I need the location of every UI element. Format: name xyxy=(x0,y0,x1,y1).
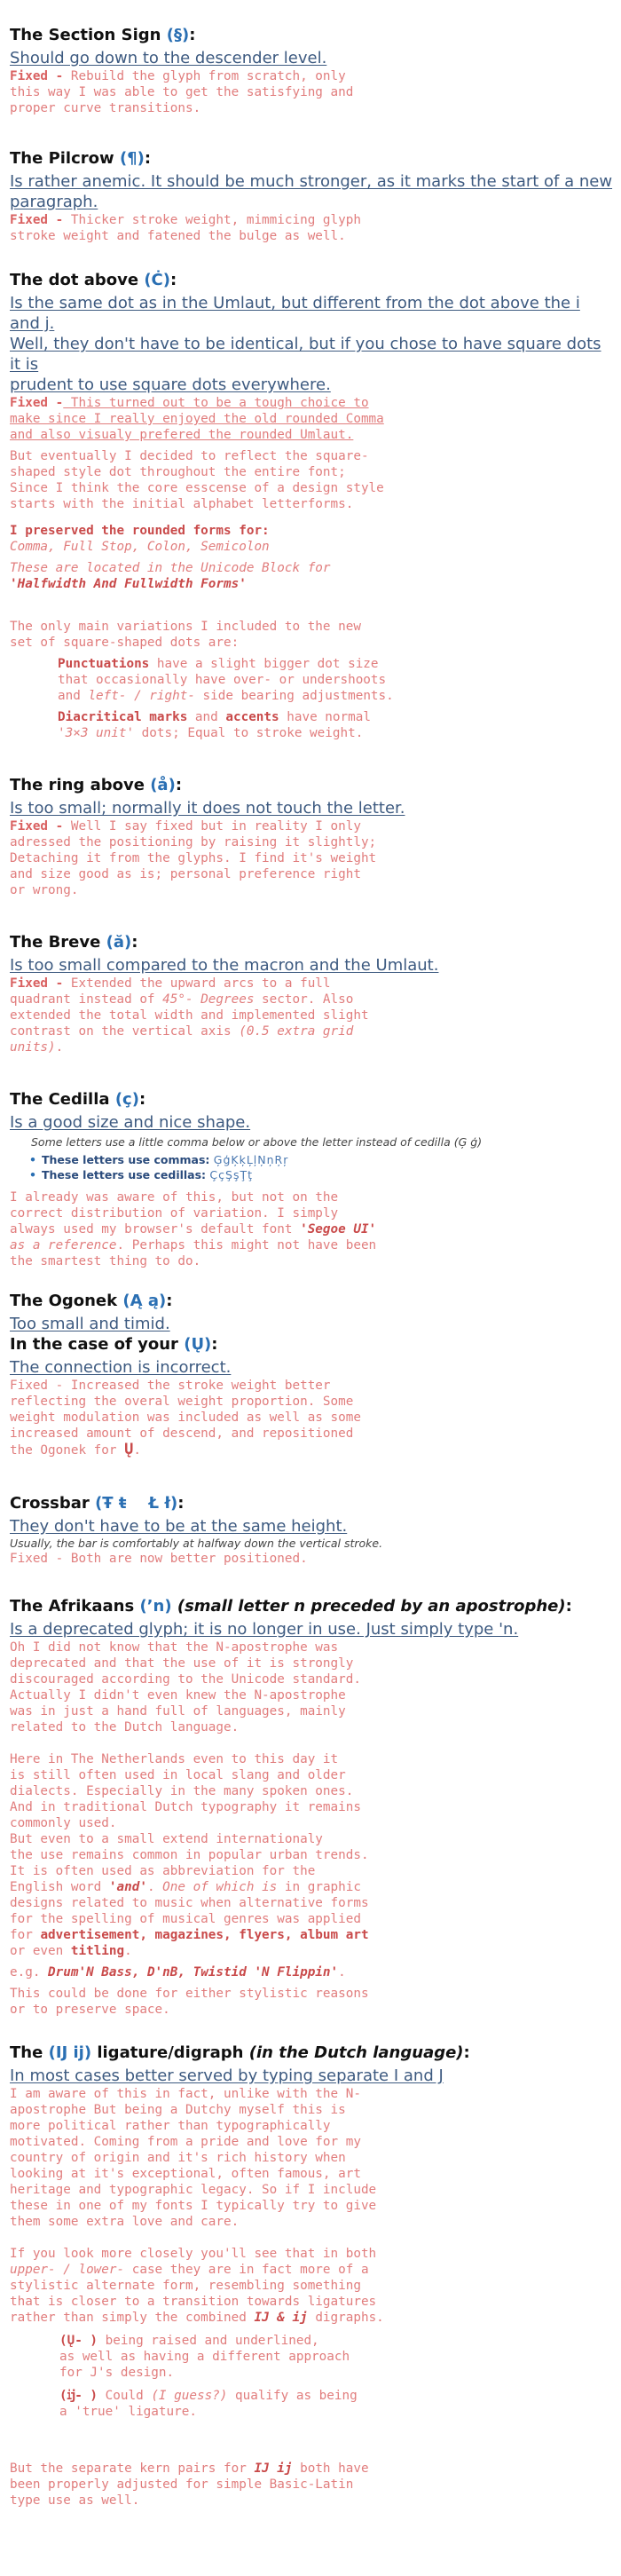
section-lead: Is rather anemic. It should be much stronger, as it marks the start of a new xyxy=(10,172,613,191)
fixed-note: Fixed - Increased the stroke weight better xyxy=(10,1379,331,1393)
fixed-note: Fixed - This turned out to be a tough choice to xyxy=(10,396,369,410)
glyph-symbol: (§) xyxy=(166,26,190,44)
glyph-symbol: (Ą ą) xyxy=(122,1292,167,1310)
section-lead: The connection is incorrect. xyxy=(10,1358,232,1377)
cedillas-list-item: • These letters use cedillas: ÇçŞşŢţ xyxy=(10,1167,613,1182)
glyph-symbol: (å) xyxy=(150,776,176,794)
section-lead: Too small and timid. xyxy=(10,1315,170,1333)
cedilla-section: The Cedilla (ç): Is a good size and nice shape. Some letters use a little comma below or above the letter instead of cedilla (Ģ ģ) • These letters use commas: ĢģĶķĻļŅņŖŗ • These letters use cedillas: ÇçŞşŢţ I already was aware of this, but not on the correct distribution of variation. I simply always used my browser's default font 'Segoe UI' as a reference. Perhaps this might not have been the smartest thing to do. xyxy=(10,1089,613,1269)
subsection-heading: In the case of your (Ų): xyxy=(10,1335,218,1354)
glyph-symbol: (ʼn) xyxy=(139,1597,172,1616)
fixed-note: Fixed - Well I say fixed but in reality I only xyxy=(10,819,361,834)
commas-list-item: • These letters use commas: ĢģĶķĻļŅņŖŗ xyxy=(10,1152,613,1167)
fixed-note: Fixed - Extended the upward arcs to a full xyxy=(10,976,331,991)
section-lead: Is a deprecated glyph; it is no longer in use. Just simply type 'n. xyxy=(10,1620,519,1639)
section-heading: The Breve (ă): xyxy=(10,933,138,952)
glyph-symbol: (Ų) xyxy=(184,1335,212,1354)
dot-above-section: The dot above (Ċ): Is the same dot as in the Umlaut, but different from the dot above the i and j. Well, they don't have to be identical, but if you chose to have square dots it is prudent to use square dots everywhere. Fixed - This turned out to be a tough choice to make since I really enjoyed the old rounded Comma and also visualy prefered the rounded Umlaut. But eventually I decided to reflect the square- shaped style dot throughout the entire font; Since I think the core esscense of a design style starts with the initial alphabet letterforms. I preserved the rounded forms for: Comma, Full Stop, Colon, Semicolon These are located in the Unicode Block for 'Halfwidth And Fullwidth Forms' The only main variations I included to the new set of square-shaped dots are: Punctuations have a slight bigger dot size that occasionally have over- or undershoots and left- / right- side bearing adjustments. Diacritical marks and accents have normal '3×3 unit' dots; Equal to stroke weight. xyxy=(10,270,613,741)
section-lead: In most cases better served by typing separate I and J xyxy=(10,2066,444,2085)
section-lead: They don't have to be at the same height. xyxy=(10,1517,348,1536)
glyph-symbol: (ç) xyxy=(114,1090,139,1109)
fixed-note: Fixed - Rebuild the glyph from scratch, only xyxy=(10,69,346,83)
section-heading: The (Ĳ ĳ) ligature/digraph (in the Dutch language): xyxy=(10,2043,470,2062)
fixed-note: Fixed - Thicker stroke weight, mimmicing glyph xyxy=(10,213,361,227)
pilcrow-section: The Pilcrow (¶): Is rather anemic. It should be much stronger, as it marks the start of a new paragraph. Fixed - Thicker stroke weight, mimmicing glyph stroke weight and fatened the bulge as well. xyxy=(10,149,613,243)
section-sign-section: The Section Sign (§): Should go down to the descender level. Fixed - Rebuild the glyph from scratch, only this way I was able to get the satisfying and proper curve transitions. xyxy=(10,25,613,116)
section-lead: Is too small; normally it does not touch the letter. xyxy=(10,799,405,818)
diacritics-item: Diacritical marks and accents have normal xyxy=(58,710,371,724)
section-heading: Crossbar (Ŧ ŧ Ł ł): xyxy=(10,1494,185,1513)
fixed-note: Fixed - Both are now better positioned. xyxy=(10,1552,308,1566)
glyph-symbol: (Ŧ ŧ Ł ł) xyxy=(95,1494,178,1513)
punctuation-item: Punctuations have a slight bigger dot size xyxy=(58,657,379,671)
section-heading: The dot above (Ċ): xyxy=(10,271,177,289)
section-heading: The Cedilla (ç): xyxy=(10,1090,146,1109)
section-heading: The Pilcrow (¶): xyxy=(10,149,152,168)
ij-ligature-section: The (Ĳ ĳ) ligature/digraph (in the Dutch language): In most cases better served by typing separate I and J I am aware of this in fact, unlike with the N- apostrophe But being a Dutchy myself this is more political rather than typographically motivated. Coming from a pride and love for my country of origin and it's rich history when looking at it's exceptional, often famous, art heritage and typographic legacy. So if I include these in one of my fonts I typically try to give them some extra love and care. If you look more closely you'll see that in both upper- / lower- case they are in fact more of a stylistic alternate form, resembling something that is closer to a transition towards ligatures rather than simply the combined IJ & ij digraphs. (Ų- ) being raised and underlined, as well as having a different approach for J's design. (ĳ- ) Could (I guess?) qualify as being a 'true' ligature. But the separate kern pairs for IJ ij both have been properly adjusted for simple Basic-Latin type use as well. xyxy=(10,2043,613,2509)
glyph-symbol: (Ċ) xyxy=(144,271,170,289)
section-lead: Should go down to the descender level. xyxy=(10,49,327,67)
glyph-symbol: (¶) xyxy=(119,149,145,168)
glyph-symbol: (ă) xyxy=(106,933,132,952)
ogonek-section: The Ogonek (Ą ą): Too small and timid. In the case of your (Ų): The connection is incorrect. Fixed - Increased the stroke weight better reflecting the overal weight proportion. Some weight modulation was included as well as some increased amount of descend, and repositioned the Ogonek for Ų. xyxy=(10,1291,613,1458)
section-heading: The Section Sign (§): xyxy=(10,26,196,44)
ring-above-section: The ring above (å): Is too small; normally it does not touch the letter. Fixed - Well I say fixed but in reality I only adressed the positioning by raising it slightly; Detaching it from the glyphs. I find it's weight and size good as is; personal preference right or wrong. xyxy=(10,775,613,898)
breve-section: The Breve (ă): Is too small compared to the macron and the Umlaut. Fixed - Extended the upward arcs to a full quadrant instead of 45°- Degrees sector. Also extended the total width and implemented slight contrast on the vertical axis (0.5 extra grid units). xyxy=(10,932,613,1055)
section-lead: Is a good size and nice shape. xyxy=(10,1113,251,1132)
glyph-symbol: (Ĳ ĳ) xyxy=(48,2043,92,2062)
cedilla-note: Some letters use a little comma below or above the letter instead of cedilla (Ģ ģ) xyxy=(31,1135,483,1149)
section-lead: Is too small compared to the macron and the Umlaut. xyxy=(10,956,439,975)
section-heading: The ring above (å): xyxy=(10,776,183,794)
afrikaans-section: The Afrikaans (ʼn) (small letter n preceded by an apostrophe): Is a deprecated glyph; it is no longer in use. Just simply type 'n. Oh I did not know that the N-apostrophe was deprecated and that the use of it is strongly discouraged according to the Unicode standard. Actually I didn't even knew the N-apostrophe was in just a hand full of languages, mainly related to the Dutch language. Here in The Netherlands even to this day it is still often used in local slang and older dialects. Especially in the many spoken ones. And in traditional Dutch typography it remains commonly used. But even to a small extend internationaly the use remains common in popular urban trends. It is often used as abbreviation for the English word 'and'. One of which is in graphic designs related to music when alternative forms for the spelling of musical genres was applied for advertisement, magazines, flyers, album art or even titling. e.g. Drum'N Bass, D'nB, Twistid 'N Flippin'. This could be done for either stylistic reasons or to preserve space. xyxy=(10,1596,613,2018)
lowercase-ij-item: (ĳ- ) Could (I guess?) qualify as being xyxy=(59,2389,358,2403)
crossbar-note: Usually, the bar is comfortably at halfway down the vertical stroke. xyxy=(10,1537,383,1550)
crossbar-section xyxy=(10,1493,613,1567)
section-lead: Is the same dot as in the Umlaut, but different from the dot above the i and j. xyxy=(10,294,580,333)
section-heading: The Afrikaans (ʼn) (small letter n preceded by an apostrophe): xyxy=(10,1597,572,1616)
section-heading: The Ogonek (Ą ą): xyxy=(10,1292,173,1310)
uppercase-ij-item: (Ų- ) being raised and underlined, xyxy=(59,2334,319,2348)
